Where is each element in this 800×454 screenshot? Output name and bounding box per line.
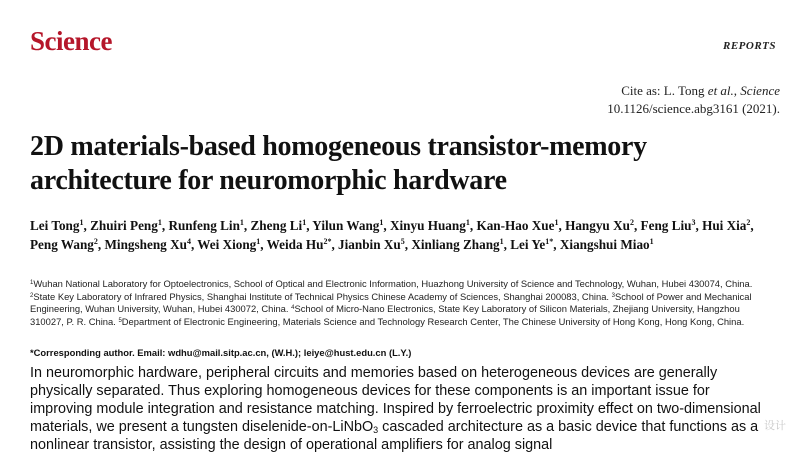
affiliation-number: 3 xyxy=(611,292,615,299)
author-affiliation-mark: 1 xyxy=(499,237,504,246)
author xyxy=(565,218,634,233)
author xyxy=(30,218,83,233)
journal-logo: Science xyxy=(30,26,112,56)
author xyxy=(560,237,654,252)
author-affiliation-mark: 2 xyxy=(746,218,751,227)
author-name: Zhuiri Peng xyxy=(90,218,158,233)
author-affiliation-mark: 2* xyxy=(323,237,332,246)
author-affiliation-mark: 4 xyxy=(186,237,191,246)
affiliation-number: 1 xyxy=(30,280,34,286)
affiliation-number: 2 xyxy=(30,292,34,299)
author-name: Feng Liu xyxy=(640,218,692,233)
author xyxy=(168,218,243,233)
author xyxy=(197,237,260,252)
abstract: In neuromorphic hardware, peripheral circuits and memories based on heterogeneous devices are generally physically separated. Thus exploring homogeneous devices for these components is an important issue for improving module integration and resistance matching. Inspired by ferroelectric proximity effect on two-dimensional materials, we present a tungsten diselenide-on-LiNbO$_3$ cascaded architecture as a basic device that functions as a nonlinear transistor, assisting the design of operational amplifiers for analog signal xyxy=(30,365,761,453)
author-name: Peng Wang xyxy=(30,237,94,252)
author-affiliation-mark: 3 xyxy=(691,218,696,227)
author xyxy=(411,237,503,252)
author xyxy=(510,237,553,252)
author-name: Xinyu Huang xyxy=(389,218,466,233)
author xyxy=(267,237,332,252)
author-affiliation-mark: 1 xyxy=(649,237,654,246)
article-title: 2D materials-based homogeneous transistor-memory architecture for neuromorphic hardware xyxy=(30,131,647,196)
author-name: Runfeng Lin xyxy=(168,218,240,233)
citation xyxy=(607,82,780,118)
author-name: Hangyu Xu xyxy=(565,218,630,233)
citation-line-1: Cite as: L. Tong et al., Science xyxy=(621,83,780,98)
author-affiliation-mark: 1 xyxy=(379,218,384,227)
watermark: 设计 xyxy=(764,420,786,432)
affiliation-text: State Key Laboratory of Infrared Physics, Shanghai Institute of Technical Physics Chinese Academy of Sciences, Shanghai 200083, China. xyxy=(33,290,612,302)
author-affiliation-mark: 1 xyxy=(157,218,162,227)
citation-doi: 10.1126/science.abg3161 (2021). xyxy=(607,101,780,116)
author-name: Hui Xia xyxy=(702,218,747,233)
author-name: Weida Hu xyxy=(266,237,324,252)
author xyxy=(390,218,470,233)
corresponding-author: *Corresponding author. Email: wdhu@mail.sitp.ac.cn, (W.H.); leiye@hust.edu.cn (L.Y.) xyxy=(30,347,412,358)
author-name: Yilun Wang xyxy=(312,218,380,233)
author-affiliation-mark: 1 xyxy=(302,218,307,227)
section-label: REPORTS xyxy=(722,40,776,52)
author xyxy=(251,218,307,233)
author xyxy=(104,237,190,252)
author-affiliation-mark: 5 xyxy=(400,237,405,246)
author-affiliation-mark: 2 xyxy=(93,237,98,246)
affiliation-text: Department of Electronic Engineering, Materials Science and Technology Research Center, The Chinese University of Hong Kong, Hong Kong, China. xyxy=(121,315,745,327)
author-affiliation-mark: 2 xyxy=(629,218,634,227)
affiliation-text: School of Power and Mechanical Engineering, Wuhan University, Wuhan, Hubei 430072, China. xyxy=(30,290,752,314)
affiliations xyxy=(30,278,775,328)
author-affiliation-mark: 1* xyxy=(545,237,554,246)
affiliation-text: Wuhan National Laboratory for Optoelectronics, School of Optical and Electronic Information, Huazhong University of Science and Technology, Wuhan, Hubei 430074, China. xyxy=(33,278,753,289)
author-name: Mingsheng Xu xyxy=(104,237,187,252)
author xyxy=(702,218,750,233)
author xyxy=(312,218,383,233)
author xyxy=(90,218,162,233)
author-name: Xiangshui Miao xyxy=(559,237,650,252)
author-affiliation-mark: 1 xyxy=(256,237,261,246)
author-list: Lei Tong$^1$, Zhuiri Peng$^1$, Runfeng Lin$^1$, Zheng Li$^1$, Yilun Wang$^1$, Xinyu Huang$^1$, Kan-Hao Xue$^1$, Hangyu Xu$^2$, Feng Liu$^3$, Hui Xia$^2$, Peng Wang$^2$, Mingsheng Xu$^4$, Wei Xiong$^1$, Weida $Hu^{2*}$, Jianbin Xu$^5$, Xinliang Zhang$^1$, Lei $Ye^{1*}$, Xiangshui Miao$^1$ xyxy=(30,218,754,252)
author xyxy=(641,218,696,233)
affiliation-number: 4 xyxy=(291,305,295,311)
author-affiliation-mark: 1 xyxy=(239,218,244,227)
author-name: Lei Ye xyxy=(510,237,546,252)
author-affiliation-mark: 1 xyxy=(465,218,470,227)
author-name: Kan-Hao Xue xyxy=(476,218,555,233)
author-name: Zheng Li xyxy=(250,218,303,233)
author xyxy=(476,218,558,233)
author-name: Lei Tong xyxy=(30,218,80,233)
author-affiliation-mark: 1 xyxy=(554,218,559,227)
author xyxy=(338,237,405,252)
author-name: Wei Xiong xyxy=(197,237,257,252)
affiliation-number: 5 xyxy=(118,317,122,324)
author-affiliation-mark: 1 xyxy=(79,218,84,227)
author-name: Xinliang Zhang xyxy=(411,237,500,252)
author-name: Jianbin Xu xyxy=(338,237,401,252)
affiliation-text: School of Micro-Nano Electronics, State Key Laboratory of Silicon Materials, Zhejiang University, Hangzhou 310027, P. R. China. xyxy=(30,303,740,327)
author xyxy=(30,237,98,252)
